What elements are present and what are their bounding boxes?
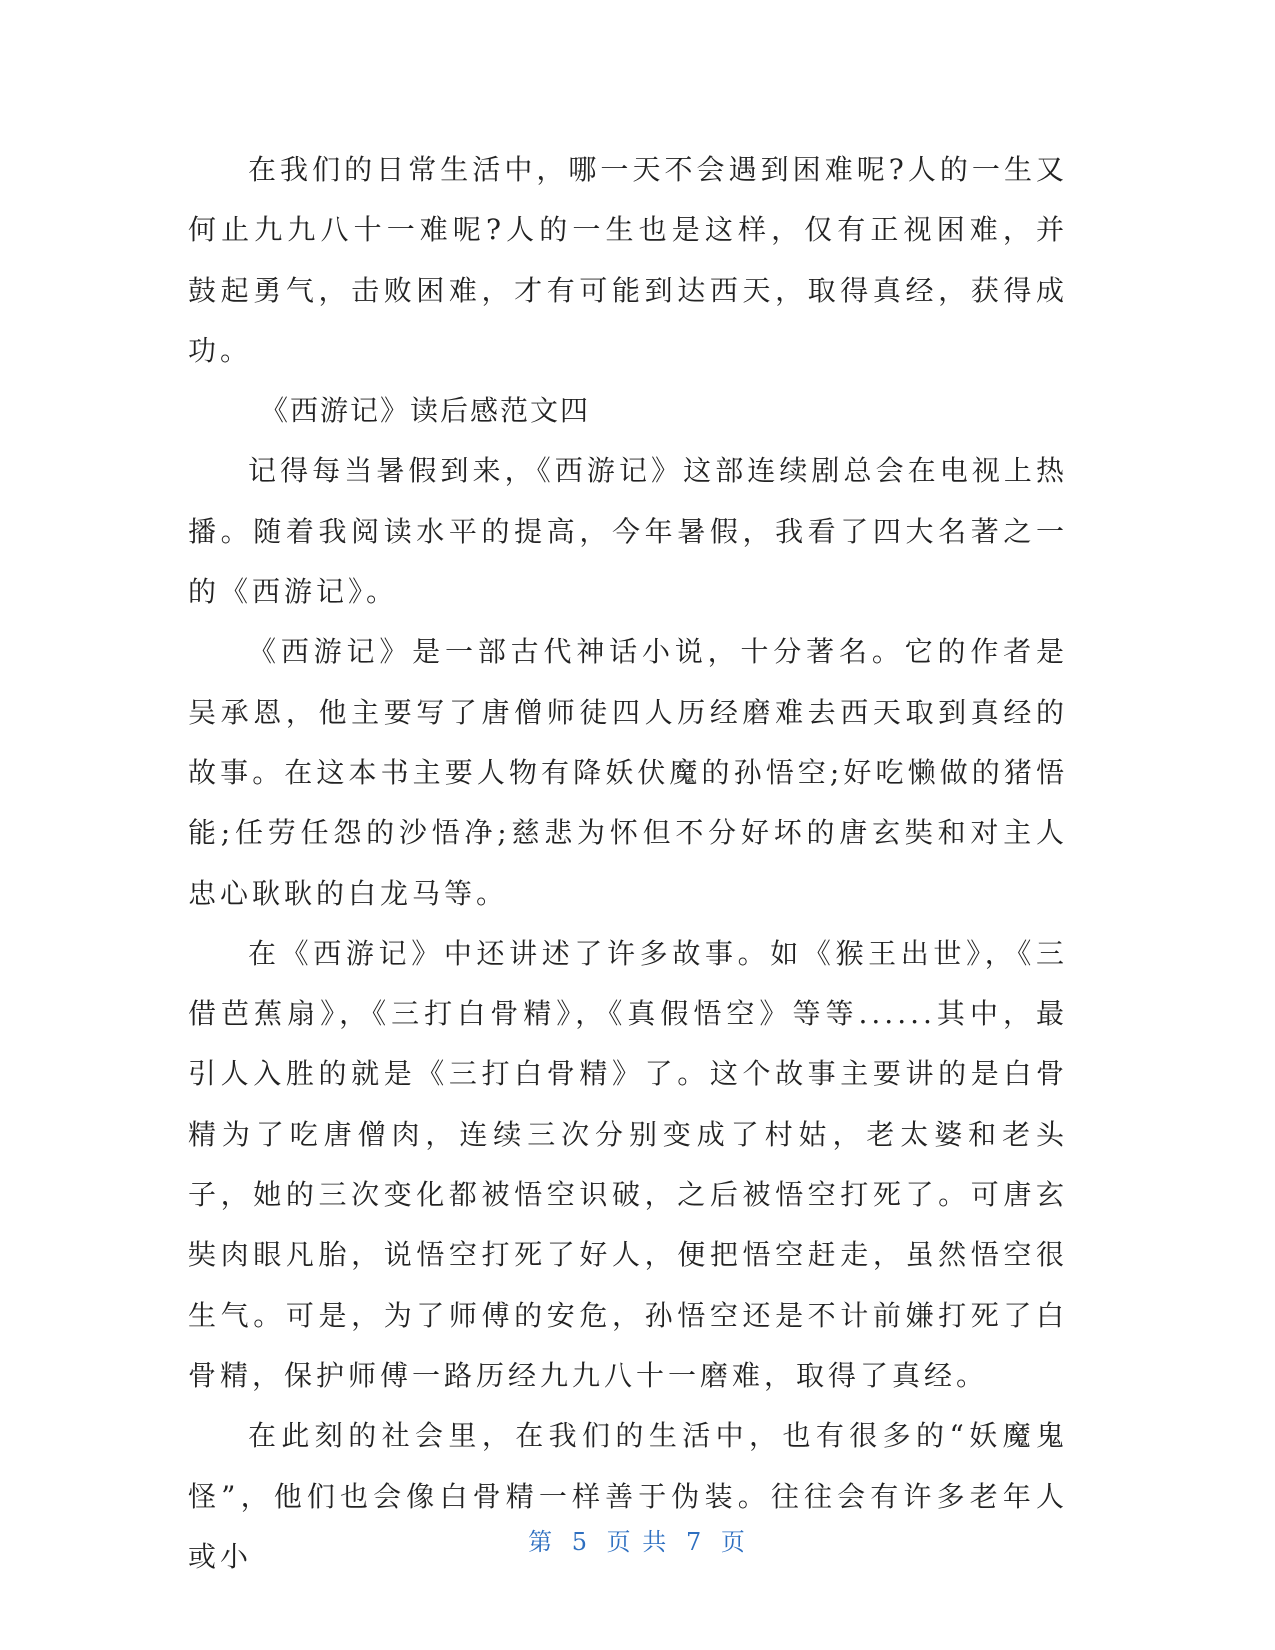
section-heading: 《西游记》读后感范文四 — [260, 394, 591, 428]
paragraph-stories: 在《西游记》中还讲述了许多故事。如《猴王出世》，《三借芭蕉扇》，《三打白骨精》，《真假悟空》等等......其中，最引人入胜的就是《三打白骨精》了。这个故事主要讲的是白骨精为了吃唐僧肉，连续三次分别变成了村姑，老太婆和老头子，她的三次变化都被悟空识破，之后被悟空打死了。可唐玄奘肉眼凡胎，说悟空打死了好人，便把悟空赶走，虽然悟空很生气。可是，为了师傅的安危，孙悟空还是不计前嫌打死了白骨精，保护师傅一路历经九九八十一磨难，取得了真经。 — [188, 936, 1068, 1392]
footer-prefix: 第 — [528, 1528, 555, 1556]
paragraph-intro: 在我们的日常生活中，哪一天不会遇到困难呢?人的一生又何止九九八十一难呢?人的一生也是这样，仅有正视困难，并鼓起勇气，击败困难，才有可能到达西天，取得真经，获得成功。 — [188, 153, 1068, 367]
footer-current-page: 5 — [571, 1528, 590, 1556]
footer-total-pages: 7 — [685, 1528, 704, 1556]
document-body — [188, 140, 1068, 1587]
paragraph-summer: 记得每当暑假到来，《西游记》这部连续剧总会在电视上热播。随着我阅读水平的提高，今年暑假，我看了四大名著之一的《西游记》。 — [188, 454, 1068, 609]
footer-middle: 页 共 — [606, 1528, 669, 1556]
paragraph-book-summary: 《西游记》是一部古代神话小说，十分著名。它的作者是吴承恩，他主要写了唐僧师徒四人历经磨难去西天取到真经的故事。在这本书主要人物有降妖伏魔的孙悟空;好吃懒做的猪悟能;任劳任怨的沙悟净;慈悲为怀但不分好坏的唐玄奘和对主人忠心耿耿的白龙马等。 — [188, 635, 1068, 910]
paragraph-society: 在此刻的社会里，在我们的生活中，也有很多的“妖魔鬼怪”，他们也会像白骨精一样善于伪装。往往会有许多老年人或小 — [188, 1419, 1068, 1573]
page-footer — [0, 1522, 1275, 1557]
footer-suffix: 页 — [720, 1528, 747, 1556]
